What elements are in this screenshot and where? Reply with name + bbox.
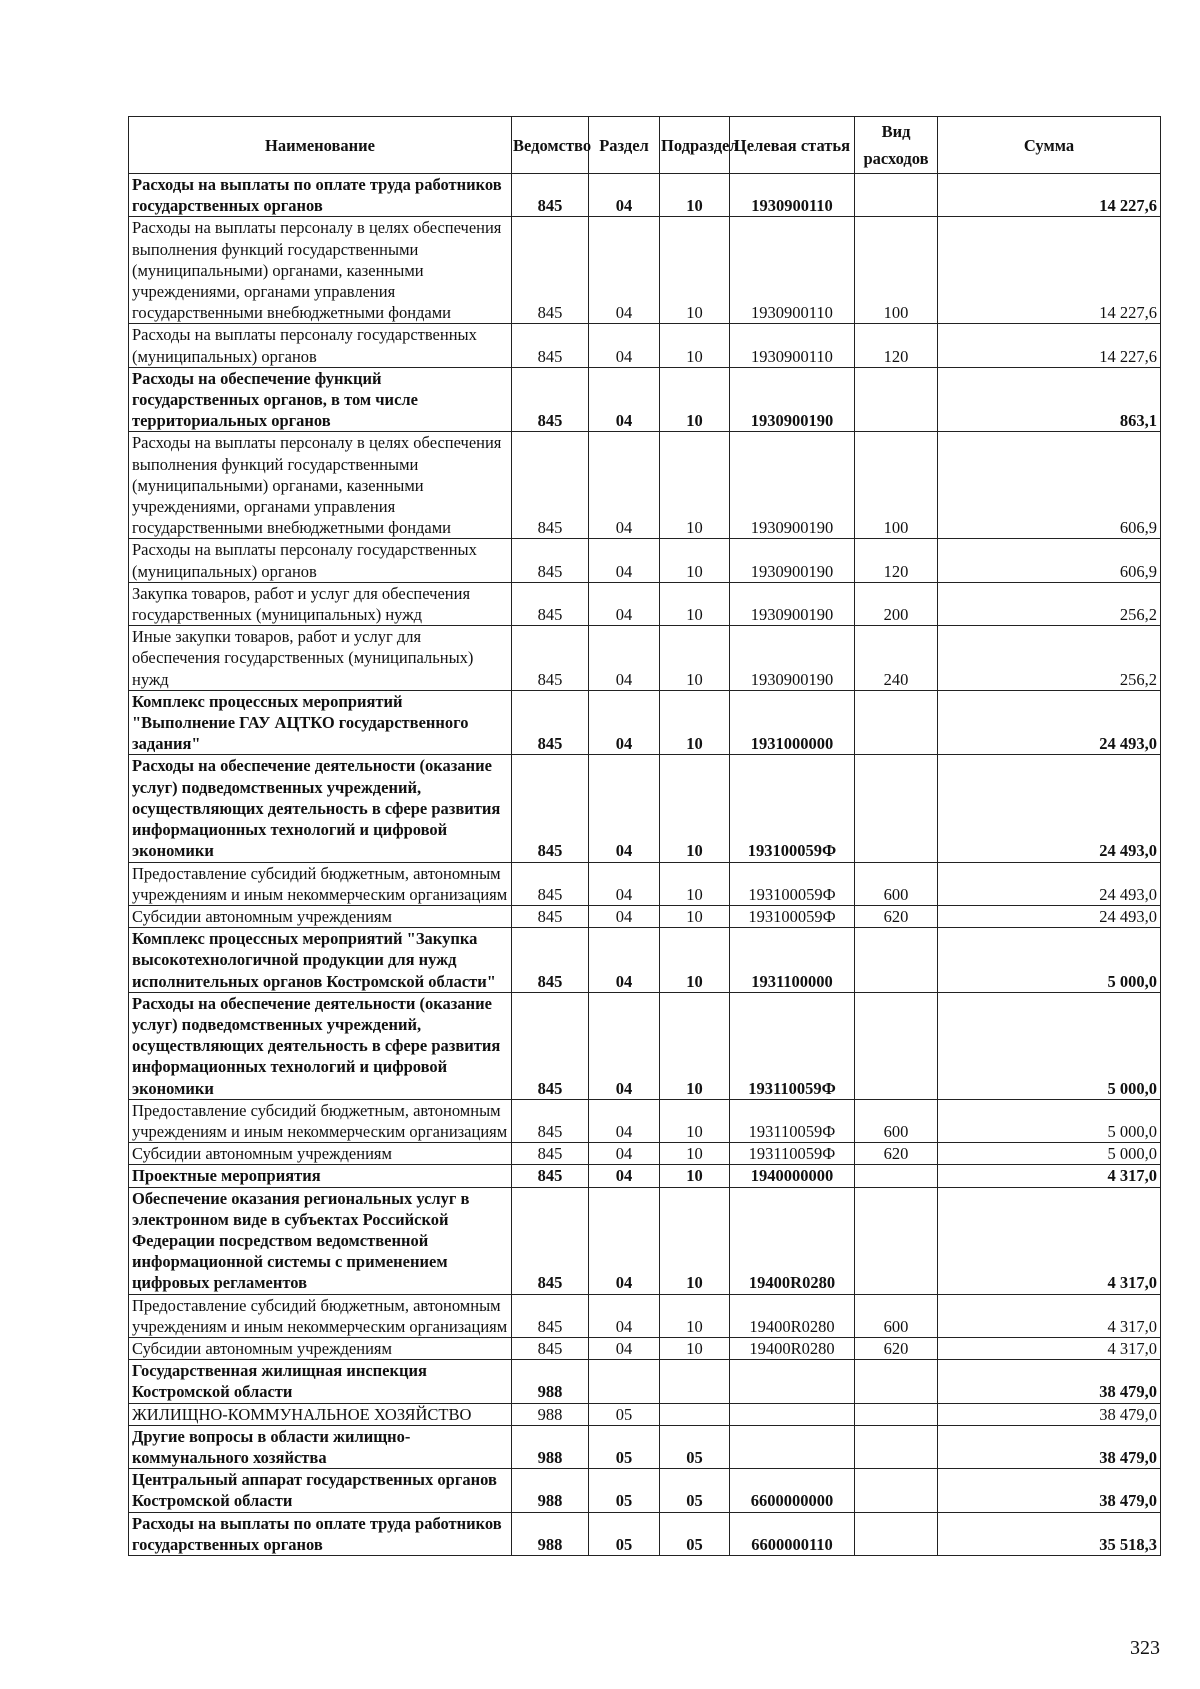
cell-podrazdel: 10 bbox=[660, 324, 730, 367]
cell-razdel: 05 bbox=[589, 1469, 660, 1512]
cell-summa: 38 479,0 bbox=[938, 1403, 1161, 1425]
cell-vedomstvo: 845 bbox=[512, 367, 589, 432]
cell-celevaya-statya: 1930900110 bbox=[730, 174, 855, 217]
cell-celevaya-statya bbox=[730, 1425, 855, 1468]
page-number: 323 bbox=[1130, 1637, 1160, 1659]
cell-vid-raskhodov bbox=[855, 690, 938, 755]
cell-podrazdel: 10 bbox=[660, 217, 730, 324]
cell-summa: 5 000,0 bbox=[938, 1143, 1161, 1165]
cell-vid-raskhodov bbox=[855, 755, 938, 862]
cell-celevaya-statya bbox=[730, 1360, 855, 1403]
cell-celevaya-statya: 193110059Ф bbox=[730, 1099, 855, 1142]
cell-summa: 4 317,0 bbox=[938, 1165, 1161, 1187]
cell-summa: 5 000,0 bbox=[938, 1099, 1161, 1142]
cell-podrazdel bbox=[660, 1360, 730, 1403]
cell-name: Обеспечение оказания региональных услуг в электронном виде в субъектах Российской Федерации посредством ведомственной информационной системы с применением цифровых регламентов bbox=[129, 1187, 512, 1294]
cell-name: Субсидии автономным учреждениям bbox=[129, 905, 512, 927]
cell-celevaya-statya: 193100059Ф bbox=[730, 755, 855, 862]
table-row bbox=[129, 1360, 1161, 1403]
cell-vid-raskhodov: 600 bbox=[855, 862, 938, 905]
cell-summa: 14 227,6 bbox=[938, 174, 1161, 217]
cell-podrazdel: 05 bbox=[660, 1469, 730, 1512]
table-row bbox=[129, 626, 1161, 691]
cell-razdel: 04 bbox=[589, 1337, 660, 1359]
cell-vedomstvo: 988 bbox=[512, 1403, 589, 1425]
cell-celevaya-statya: 1930900110 bbox=[730, 324, 855, 367]
table-row bbox=[129, 1425, 1161, 1468]
cell-summa: 5 000,0 bbox=[938, 928, 1161, 993]
cell-name: Расходы на обеспечение функций государственных органов, в том числе территориальных органов bbox=[129, 367, 512, 432]
cell-vedomstvo: 845 bbox=[512, 928, 589, 993]
cell-razdel: 04 bbox=[589, 626, 660, 691]
cell-vid-raskhodov bbox=[855, 1360, 938, 1403]
cell-podrazdel: 05 bbox=[660, 1512, 730, 1555]
cell-name: Иные закупки товаров, работ и услуг для обеспечения государственных (муниципальных) нужд bbox=[129, 626, 512, 691]
cell-name: Комплекс процессных мероприятий "Закупка высокотехнологичной продукции для нужд исполнительных органов Костромской области" bbox=[129, 928, 512, 993]
table-row bbox=[129, 1337, 1161, 1359]
cell-razdel: 04 bbox=[589, 582, 660, 625]
cell-celevaya-statya: 1930900190 bbox=[730, 582, 855, 625]
cell-vid-raskhodov bbox=[855, 992, 938, 1099]
table-row bbox=[129, 432, 1161, 539]
cell-vedomstvo: 845 bbox=[512, 862, 589, 905]
cell-summa: 14 227,6 bbox=[938, 217, 1161, 324]
header-vid-raskhodov: Вид расходов bbox=[855, 117, 938, 174]
cell-razdel: 04 bbox=[589, 1143, 660, 1165]
cell-vedomstvo: 988 bbox=[512, 1360, 589, 1403]
cell-razdel: 04 bbox=[589, 324, 660, 367]
cell-razdel: 04 bbox=[589, 217, 660, 324]
table-row bbox=[129, 1099, 1161, 1142]
cell-razdel: 04 bbox=[589, 432, 660, 539]
cell-vedomstvo: 845 bbox=[512, 1337, 589, 1359]
cell-summa: 38 479,0 bbox=[938, 1469, 1161, 1512]
cell-vedomstvo: 845 bbox=[512, 324, 589, 367]
cell-vedomstvo: 845 bbox=[512, 690, 589, 755]
table-row bbox=[129, 1187, 1161, 1294]
cell-vid-raskhodov: 200 bbox=[855, 582, 938, 625]
table-row bbox=[129, 174, 1161, 217]
cell-celevaya-statya: 193100059Ф bbox=[730, 905, 855, 927]
cell-celevaya-statya: 1930900190 bbox=[730, 432, 855, 539]
cell-name: Предоставление субсидий бюджетным, автономным учреждениям и иным некоммерческим организациям bbox=[129, 862, 512, 905]
cell-summa: 256,2 bbox=[938, 626, 1161, 691]
header-summa: Сумма bbox=[938, 117, 1161, 174]
table-row bbox=[129, 582, 1161, 625]
cell-razdel: 05 bbox=[589, 1425, 660, 1468]
cell-razdel: 05 bbox=[589, 1403, 660, 1425]
cell-podrazdel: 10 bbox=[660, 174, 730, 217]
cell-vedomstvo: 845 bbox=[512, 626, 589, 691]
table-header-row bbox=[129, 117, 1161, 174]
table-body bbox=[129, 174, 1161, 1556]
cell-podrazdel: 10 bbox=[660, 1165, 730, 1187]
header-podrazdel: Подраздел bbox=[660, 117, 730, 174]
cell-razdel: 04 bbox=[589, 539, 660, 582]
cell-podrazdel: 10 bbox=[660, 755, 730, 862]
cell-name: Расходы на выплаты по оплате труда работников государственных органов bbox=[129, 1512, 512, 1555]
cell-name: Предоставление субсидий бюджетным, автономным учреждениям и иным некоммерческим организациям bbox=[129, 1294, 512, 1337]
cell-podrazdel: 10 bbox=[660, 1294, 730, 1337]
cell-name: Расходы на выплаты по оплате труда работников государственных органов bbox=[129, 174, 512, 217]
cell-name: Государственная жилищная инспекция Костромской области bbox=[129, 1360, 512, 1403]
table-row bbox=[129, 928, 1161, 993]
cell-celevaya-statya: 193100059Ф bbox=[730, 862, 855, 905]
cell-summa: 4 317,0 bbox=[938, 1187, 1161, 1294]
cell-name: Другие вопросы в области жилищно-коммунального хозяйства bbox=[129, 1425, 512, 1468]
table-row bbox=[129, 1403, 1161, 1425]
cell-vedomstvo: 845 bbox=[512, 539, 589, 582]
cell-podrazdel: 10 bbox=[660, 582, 730, 625]
cell-summa: 38 479,0 bbox=[938, 1425, 1161, 1468]
cell-name: Субсидии автономным учреждениям bbox=[129, 1337, 512, 1359]
cell-vedomstvo: 988 bbox=[512, 1469, 589, 1512]
table-row bbox=[129, 367, 1161, 432]
cell-vedomstvo: 845 bbox=[512, 174, 589, 217]
header-name: Наименование bbox=[129, 117, 512, 174]
cell-summa: 24 493,0 bbox=[938, 755, 1161, 862]
cell-razdel: 04 bbox=[589, 1099, 660, 1142]
cell-podrazdel: 10 bbox=[660, 539, 730, 582]
cell-razdel: 04 bbox=[589, 1187, 660, 1294]
cell-vedomstvo: 845 bbox=[512, 1099, 589, 1142]
cell-vid-raskhodov bbox=[855, 1425, 938, 1468]
cell-vid-raskhodov bbox=[855, 1165, 938, 1187]
table-row bbox=[129, 1512, 1161, 1555]
table-row bbox=[129, 905, 1161, 927]
cell-razdel: 04 bbox=[589, 1165, 660, 1187]
cell-podrazdel bbox=[660, 1403, 730, 1425]
cell-celevaya-statya: 19400R0280 bbox=[730, 1187, 855, 1294]
cell-vid-raskhodov: 100 bbox=[855, 432, 938, 539]
cell-celevaya-statya: 1930900190 bbox=[730, 367, 855, 432]
cell-summa: 38 479,0 bbox=[938, 1360, 1161, 1403]
cell-summa: 35 518,3 bbox=[938, 1512, 1161, 1555]
cell-vid-raskhodov: 600 bbox=[855, 1294, 938, 1337]
cell-podrazdel: 10 bbox=[660, 928, 730, 993]
table-row bbox=[129, 862, 1161, 905]
cell-podrazdel: 10 bbox=[660, 862, 730, 905]
cell-podrazdel: 10 bbox=[660, 1143, 730, 1165]
cell-vedomstvo: 845 bbox=[512, 217, 589, 324]
cell-summa: 4 317,0 bbox=[938, 1337, 1161, 1359]
cell-summa: 24 493,0 bbox=[938, 905, 1161, 927]
cell-vid-raskhodov: 620 bbox=[855, 1337, 938, 1359]
cell-vid-raskhodov bbox=[855, 174, 938, 217]
cell-celevaya-statya: 1930900110 bbox=[730, 217, 855, 324]
cell-podrazdel: 10 bbox=[660, 1187, 730, 1294]
cell-vedomstvo: 845 bbox=[512, 1294, 589, 1337]
header-razdel: Раздел bbox=[589, 117, 660, 174]
budget-table bbox=[128, 116, 1161, 1556]
table-row bbox=[129, 324, 1161, 367]
cell-razdel: 04 bbox=[589, 905, 660, 927]
cell-celevaya-statya: 193110059Ф bbox=[730, 992, 855, 1099]
cell-vid-raskhodov: 120 bbox=[855, 539, 938, 582]
cell-vedomstvo: 988 bbox=[512, 1425, 589, 1468]
cell-vedomstvo: 845 bbox=[512, 432, 589, 539]
cell-vid-raskhodov: 620 bbox=[855, 905, 938, 927]
cell-vedomstvo: 988 bbox=[512, 1512, 589, 1555]
cell-name: Расходы на обеспечение деятельности (оказание услуг) подведомственных учреждений, осуществляющих деятельность в сфере развития информационных технологий и цифровой экономики bbox=[129, 992, 512, 1099]
table-row bbox=[129, 1143, 1161, 1165]
cell-name: Комплекс процессных мероприятий "Выполнение ГАУ АЦТКО государственного задания" bbox=[129, 690, 512, 755]
cell-razdel: 04 bbox=[589, 928, 660, 993]
cell-vedomstvo: 845 bbox=[512, 1187, 589, 1294]
cell-vid-raskhodov bbox=[855, 1403, 938, 1425]
cell-podrazdel: 10 bbox=[660, 690, 730, 755]
cell-summa: 256,2 bbox=[938, 582, 1161, 625]
cell-celevaya-statya: 19400R0280 bbox=[730, 1294, 855, 1337]
cell-vid-raskhodov bbox=[855, 1512, 938, 1555]
cell-razdel: 04 bbox=[589, 1294, 660, 1337]
cell-podrazdel: 10 bbox=[660, 432, 730, 539]
cell-celevaya-statya: 193110059Ф bbox=[730, 1143, 855, 1165]
cell-razdel: 04 bbox=[589, 174, 660, 217]
cell-vid-raskhodov bbox=[855, 928, 938, 993]
cell-razdel: 04 bbox=[589, 755, 660, 862]
table-row bbox=[129, 755, 1161, 862]
cell-vid-raskhodov: 620 bbox=[855, 1143, 938, 1165]
cell-vid-raskhodov: 100 bbox=[855, 217, 938, 324]
cell-name: Расходы на выплаты персоналу государственных (муниципальных) органов bbox=[129, 324, 512, 367]
cell-name: ЖИЛИЩНО-КОММУНАЛЬНОЕ ХОЗЯЙСТВО bbox=[129, 1403, 512, 1425]
cell-summa: 24 493,0 bbox=[938, 690, 1161, 755]
cell-celevaya-statya: 1931000000 bbox=[730, 690, 855, 755]
cell-vedomstvo: 845 bbox=[512, 1143, 589, 1165]
cell-celevaya-statya: 1930900190 bbox=[730, 626, 855, 691]
cell-celevaya-statya bbox=[730, 1403, 855, 1425]
cell-razdel: 04 bbox=[589, 862, 660, 905]
cell-celevaya-statya: 1931100000 bbox=[730, 928, 855, 993]
table-row bbox=[129, 217, 1161, 324]
cell-vedomstvo: 845 bbox=[512, 992, 589, 1099]
cell-summa: 606,9 bbox=[938, 432, 1161, 539]
cell-name: Центральный аппарат государственных органов Костромской области bbox=[129, 1469, 512, 1512]
cell-celevaya-statya: 6600000000 bbox=[730, 1469, 855, 1512]
cell-vedomstvo: 845 bbox=[512, 582, 589, 625]
cell-summa: 606,9 bbox=[938, 539, 1161, 582]
cell-vedomstvo: 845 bbox=[512, 755, 589, 862]
cell-vid-raskhodov: 240 bbox=[855, 626, 938, 691]
cell-celevaya-statya: 19400R0280 bbox=[730, 1337, 855, 1359]
cell-razdel: 04 bbox=[589, 992, 660, 1099]
cell-celevaya-statya: 1940000000 bbox=[730, 1165, 855, 1187]
cell-razdel: 05 bbox=[589, 1512, 660, 1555]
cell-celevaya-statya: 1930900190 bbox=[730, 539, 855, 582]
cell-name: Расходы на выплаты персоналу в целях обеспечения выполнения функций государственными (муниципальными) органами, казенными учреждениями, органами управления государственными внебюджетными фондами bbox=[129, 432, 512, 539]
cell-podrazdel: 10 bbox=[660, 367, 730, 432]
cell-name: Закупка товаров, работ и услуг для обеспечения государственных (муниципальных) нужд bbox=[129, 582, 512, 625]
cell-podrazdel: 10 bbox=[660, 992, 730, 1099]
cell-vid-raskhodov: 600 bbox=[855, 1099, 938, 1142]
table-row bbox=[129, 1469, 1161, 1512]
header-celevaya-statya: Целевая статья bbox=[730, 117, 855, 174]
cell-podrazdel: 10 bbox=[660, 1099, 730, 1142]
cell-summa: 14 227,6 bbox=[938, 324, 1161, 367]
cell-razdel: 04 bbox=[589, 367, 660, 432]
cell-name: Проектные мероприятия bbox=[129, 1165, 512, 1187]
cell-name: Субсидии автономным учреждениям bbox=[129, 1143, 512, 1165]
cell-podrazdel: 05 bbox=[660, 1425, 730, 1468]
table-row bbox=[129, 690, 1161, 755]
cell-vid-raskhodov bbox=[855, 1187, 938, 1294]
cell-podrazdel: 10 bbox=[660, 1337, 730, 1359]
cell-razdel bbox=[589, 1360, 660, 1403]
table-row bbox=[129, 992, 1161, 1099]
cell-vedomstvo: 845 bbox=[512, 1165, 589, 1187]
cell-vid-raskhodov bbox=[855, 367, 938, 432]
cell-name: Расходы на выплаты персоналу государственных (муниципальных) органов bbox=[129, 539, 512, 582]
cell-summa: 863,1 bbox=[938, 367, 1161, 432]
table-row bbox=[129, 539, 1161, 582]
cell-summa: 4 317,0 bbox=[938, 1294, 1161, 1337]
cell-podrazdel: 10 bbox=[660, 905, 730, 927]
cell-name: Предоставление субсидий бюджетным, автономным учреждениям и иным некоммерческим организациям bbox=[129, 1099, 512, 1142]
table-row bbox=[129, 1165, 1161, 1187]
cell-celevaya-statya: 6600000110 bbox=[730, 1512, 855, 1555]
cell-vid-raskhodov: 120 bbox=[855, 324, 938, 367]
header-vedomstvo: Ведомство bbox=[512, 117, 589, 174]
table-row bbox=[129, 1294, 1161, 1337]
cell-name: Расходы на выплаты персоналу в целях обеспечения выполнения функций государственными (муниципальными) органами, казенными учреждениями, органами управления государственными внебюджетными фондами bbox=[129, 217, 512, 324]
cell-summa: 24 493,0 bbox=[938, 862, 1161, 905]
cell-razdel: 04 bbox=[589, 690, 660, 755]
cell-podrazdel: 10 bbox=[660, 626, 730, 691]
cell-vid-raskhodov bbox=[855, 1469, 938, 1512]
cell-summa: 5 000,0 bbox=[938, 992, 1161, 1099]
cell-name: Расходы на обеспечение деятельности (оказание услуг) подведомственных учреждений, осуществляющих деятельность в сфере развития информационных технологий и цифровой экономики bbox=[129, 755, 512, 862]
cell-vedomstvo: 845 bbox=[512, 905, 589, 927]
